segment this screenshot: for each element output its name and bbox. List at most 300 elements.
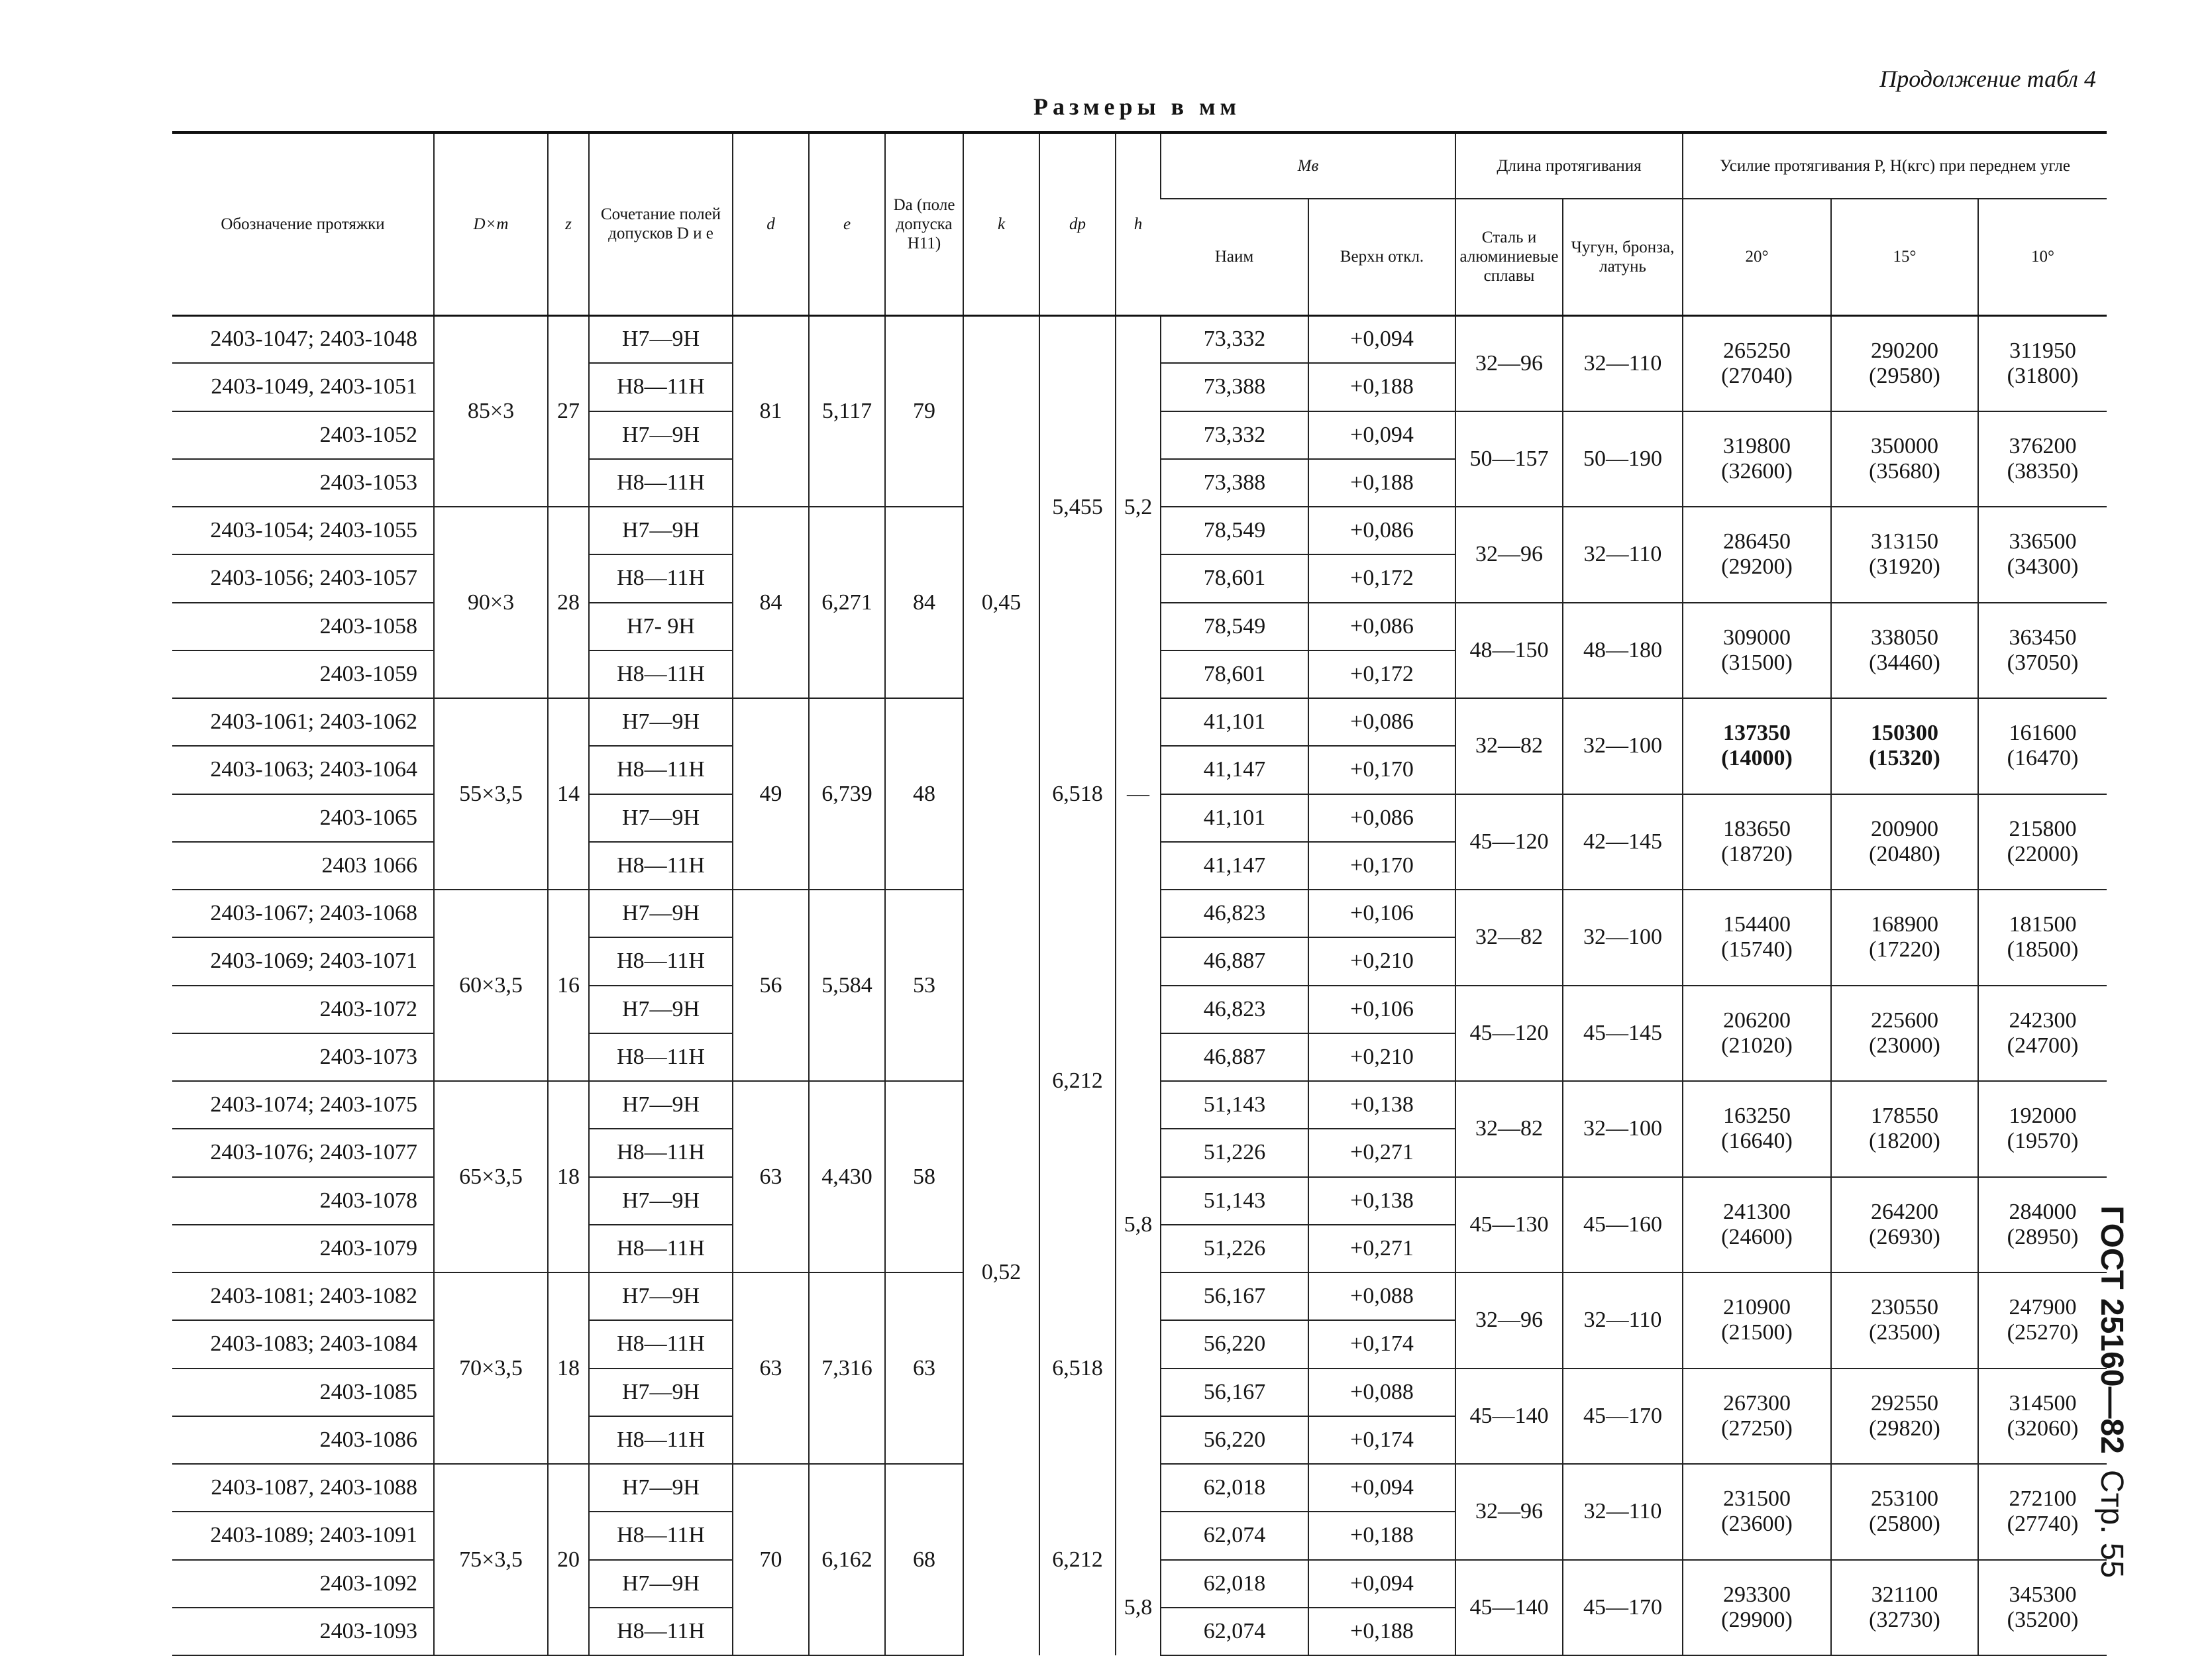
length-steel: 32—82	[1455, 1081, 1563, 1177]
header-k: k	[963, 132, 1039, 315]
value-da: 84	[885, 507, 963, 698]
part-number: 2403-1072	[172, 986, 434, 1033]
mv-deviation: +0,086	[1308, 698, 1455, 746]
force-kgf: (29820)	[1869, 1416, 1940, 1441]
part-number: 2403-1085	[172, 1369, 434, 1416]
force-10	[1978, 698, 2107, 794]
mv-min: 62,074	[1161, 1512, 1308, 1559]
tolerance-fit: H7—9H	[589, 1369, 733, 1416]
part-number: 2403-1086	[172, 1416, 434, 1464]
tolerance-fit: H8—11H	[589, 1416, 733, 1464]
force-newton: 311950	[2009, 338, 2076, 363]
mv-deviation: +0,088	[1308, 1272, 1455, 1320]
force-20	[1683, 1177, 1831, 1273]
force-kgf: (24600)	[1721, 1224, 1793, 1249]
force-kgf: (29200)	[1721, 554, 1793, 580]
tolerance-fit: H8—11H	[589, 554, 733, 602]
length-steel: 32—96	[1455, 507, 1563, 603]
force-kgf: (27040)	[1721, 363, 1793, 388]
dimension-dm: 55×3,5	[434, 698, 548, 890]
tolerance-fit: H7—9H	[589, 1560, 733, 1608]
mv-min: 56,220	[1161, 1416, 1308, 1464]
value-da: 48	[885, 698, 963, 890]
part-number: 2403-1076; 2403-1077	[172, 1129, 434, 1176]
force-15	[1831, 1369, 1978, 1465]
force-kgf: (31800)	[2007, 363, 2079, 388]
force-15	[1831, 794, 1978, 890]
force-15	[1831, 411, 1978, 507]
tolerance-fit: H8—11H	[589, 1225, 733, 1272]
value-h: 5,8	[1116, 890, 1161, 1560]
part-number: 2403-1056; 2403-1057	[172, 554, 434, 602]
value-da: 68	[885, 1464, 963, 1655]
force-kgf: (18200)	[1869, 1129, 1940, 1154]
part-number: 2403-1054; 2403-1055	[172, 507, 434, 554]
force-kgf: (34300)	[2007, 554, 2079, 580]
force-10	[1978, 1177, 2107, 1273]
force-newton: 338050	[1871, 625, 1938, 650]
force-newton: 241300	[1723, 1199, 1791, 1224]
mv-deviation: +0,188	[1308, 1608, 1455, 1655]
force-newton: 225600	[1871, 1008, 1938, 1033]
part-number: 2403-1052	[172, 411, 434, 459]
force-newton: 183650	[1723, 816, 1791, 841]
force-newton: 293300	[1723, 1582, 1791, 1607]
force-newton: 286450	[1723, 529, 1791, 554]
mv-min: 46,887	[1161, 937, 1308, 985]
force-kgf: (23500)	[1869, 1320, 1940, 1345]
force-newton: 230550	[1871, 1295, 1938, 1320]
tolerance-fit: H8—11H	[589, 1033, 733, 1081]
length-steel: 32—96	[1455, 1464, 1563, 1560]
force-newton: 265250	[1723, 338, 1791, 363]
force-newton: 267300	[1723, 1390, 1791, 1416]
length-iron: 32—100	[1563, 1081, 1683, 1177]
force-15	[1831, 315, 1978, 411]
value-k: 0,52	[963, 890, 1039, 1655]
mv-deviation: +0,086	[1308, 507, 1455, 554]
tolerance-fit: H8—11H	[589, 1608, 733, 1655]
force-kgf: (27250)	[1721, 1416, 1793, 1441]
dimension-dm: 70×3,5	[434, 1272, 548, 1464]
force-kgf: (15320)	[1869, 746, 1940, 771]
force-20	[1683, 1272, 1831, 1369]
force-15	[1831, 986, 1978, 1082]
force-kgf: (16640)	[1721, 1129, 1793, 1154]
force-kgf: (21500)	[1721, 1320, 1793, 1345]
value-e: 7,316	[809, 1272, 885, 1464]
length-iron: 45—170	[1563, 1369, 1683, 1465]
tolerance-fit: H7—9H	[589, 315, 733, 363]
value-d: 63	[733, 1272, 809, 1464]
force-20	[1683, 411, 1831, 507]
force-kgf: (25800)	[1869, 1512, 1940, 1537]
part-number: 2403-1078	[172, 1177, 434, 1225]
tolerance-fit: H7—9H	[589, 698, 733, 746]
mv-deviation: +0,138	[1308, 1177, 1455, 1225]
length-steel: 50—157	[1455, 411, 1563, 507]
mv-deviation: +0,086	[1308, 794, 1455, 842]
mv-min: 51,226	[1161, 1225, 1308, 1272]
header-mv-dev: Верхн откл.	[1308, 199, 1455, 315]
force-kgf: (17220)	[1869, 937, 1940, 962]
force-kgf: (31920)	[1869, 554, 1940, 580]
force-20	[1683, 603, 1831, 699]
force-kgf: (25270)	[2007, 1320, 2079, 1345]
force-kgf: (18500)	[2007, 937, 2079, 962]
force-newton: 321100	[1871, 1582, 1938, 1607]
header-mv: Mв	[1161, 132, 1455, 199]
force-kgf: (15740)	[1721, 937, 1793, 962]
value-dp: 6,518	[1039, 1272, 1116, 1464]
length-steel: 45—140	[1455, 1369, 1563, 1465]
teeth-count: 18	[548, 1081, 589, 1272]
force-newton: 231500	[1723, 1486, 1791, 1512]
table-row	[172, 698, 2107, 746]
header-dp: dp	[1039, 132, 1116, 315]
mv-min: 56,167	[1161, 1272, 1308, 1320]
mv-min: 73,332	[1161, 315, 1308, 363]
part-number: 2403-1059	[172, 650, 434, 698]
tolerance-fit: H8—11H	[589, 363, 733, 411]
force-15	[1831, 698, 1978, 794]
value-e: 6,739	[809, 698, 885, 890]
mv-min: 51,143	[1161, 1177, 1308, 1225]
mv-deviation: +0,271	[1308, 1129, 1455, 1176]
mv-deviation: +0,094	[1308, 411, 1455, 459]
length-steel: 32—96	[1455, 315, 1563, 411]
part-number: 2403-1047; 2403-1048	[172, 315, 434, 363]
mv-min: 73,388	[1161, 363, 1308, 411]
continuation-label: Продолжение табл 4	[1879, 66, 2096, 92]
tolerance-fit: H7—9H	[589, 1464, 733, 1512]
value-e: 4,430	[809, 1081, 885, 1272]
value-e: 6,271	[809, 507, 885, 698]
force-15	[1831, 507, 1978, 603]
part-number: 2403-1053	[172, 459, 434, 507]
value-dp: 5,455	[1039, 315, 1116, 698]
teeth-count: 14	[548, 698, 589, 890]
force-newton: 350000	[1871, 433, 1938, 458]
force-newton: 150300	[1871, 721, 1938, 746]
value-da: 63	[885, 1272, 963, 1464]
mv-deviation: +0,138	[1308, 1081, 1455, 1129]
force-newton: 272100	[2009, 1486, 2077, 1512]
force-kgf: (34460)	[1869, 650, 1940, 675]
part-number: 2403-1063; 2403-1064	[172, 746, 434, 794]
force-newton: 247900	[2009, 1295, 2077, 1320]
header-angle-15: 15°	[1831, 199, 1978, 315]
part-number: 2403-1081; 2403-1082	[172, 1272, 434, 1320]
mv-deviation: +0,210	[1308, 937, 1455, 985]
mv-min: 46,823	[1161, 986, 1308, 1033]
length-iron: 42—145	[1563, 794, 1683, 890]
force-newton: 290200	[1871, 338, 1938, 363]
teeth-count: 27	[548, 315, 589, 507]
mv-deviation: +0,170	[1308, 842, 1455, 890]
mv-deviation: +0,188	[1308, 459, 1455, 507]
force-kgf: (31500)	[1721, 650, 1793, 675]
part-number: 2403-1079	[172, 1225, 434, 1272]
force-newton: 253100	[1871, 1486, 1938, 1512]
force-10	[1978, 794, 2107, 890]
force-kgf: (28950)	[2007, 1224, 2079, 1249]
force-newton: 336500	[2009, 529, 2077, 554]
force-20	[1683, 698, 1831, 794]
force-10	[1978, 890, 2107, 986]
part-number: 2403-1087, 2403-1088	[172, 1464, 434, 1512]
length-iron: 48—180	[1563, 603, 1683, 699]
force-20	[1683, 890, 1831, 986]
force-newton: 314500	[2009, 1390, 2077, 1416]
tolerance-fit: H8—11H	[589, 842, 733, 890]
part-number: 2403-1049, 2403-1051	[172, 363, 434, 411]
force-20	[1683, 794, 1831, 890]
force-kgf: (38350)	[2007, 458, 2079, 484]
length-iron: 32—110	[1563, 1272, 1683, 1369]
mv-deviation: +0,210	[1308, 1033, 1455, 1081]
tolerance-fit: H7—9H	[589, 1272, 733, 1320]
part-number: 2403-1074; 2403-1075	[172, 1081, 434, 1129]
force-kgf: (35680)	[1869, 458, 1940, 484]
tolerance-fit: H8—11H	[589, 746, 733, 794]
value-h: 5,8	[1116, 1560, 1161, 1656]
value-d: 81	[733, 315, 809, 507]
header-mv-min: Наим	[1161, 199, 1308, 315]
value-da: 58	[885, 1081, 963, 1272]
force-newton: 309000	[1723, 625, 1791, 650]
tolerance-fit: H7—9H	[589, 794, 733, 842]
force-newton: 215800	[2009, 816, 2077, 841]
force-20	[1683, 1081, 1831, 1177]
table-body	[172, 315, 2107, 1655]
force-newton: 313150	[1871, 529, 1938, 554]
force-15	[1831, 1081, 1978, 1177]
footer-gost	[2093, 1206, 2130, 1578]
header-force: Усилие протягивания P, Н(кгс) при переднем угле	[1683, 132, 2107, 199]
tolerance-fit: H7—9H	[589, 986, 733, 1033]
force-newton: 242300	[2009, 1008, 2077, 1033]
force-newton: 168900	[1871, 912, 1938, 937]
mv-min: 78,601	[1161, 650, 1308, 698]
force-newton: 292550	[1871, 1390, 1938, 1416]
force-20	[1683, 315, 1831, 411]
mv-min: 51,143	[1161, 1081, 1308, 1129]
value-e: 5,117	[809, 315, 885, 507]
length-iron: 45—170	[1563, 1560, 1683, 1656]
force-newton: 137350	[1723, 721, 1791, 746]
mv-deviation: +0,174	[1308, 1416, 1455, 1464]
force-newton: 178550	[1871, 1104, 1938, 1129]
force-20	[1683, 986, 1831, 1082]
header-angle-10: 10°	[1978, 199, 2107, 315]
page-number: Стр. 55	[2094, 1469, 2129, 1578]
force-newton: 363450	[2009, 625, 2077, 650]
teeth-count: 18	[548, 1272, 589, 1464]
length-steel: 45—130	[1455, 1177, 1563, 1273]
length-steel: 48—150	[1455, 603, 1563, 699]
mv-deviation: +0,172	[1308, 554, 1455, 602]
force-kgf: (37050)	[2007, 650, 2079, 675]
value-dp: 6,212	[1039, 1464, 1116, 1655]
teeth-count: 20	[548, 1464, 589, 1655]
part-number: 2403-1069; 2403-1071	[172, 937, 434, 985]
force-newton: 192000	[2009, 1104, 2077, 1129]
mv-min: 62,018	[1161, 1464, 1308, 1512]
length-iron: 32—110	[1563, 507, 1683, 603]
force-kgf: (32600)	[1721, 458, 1793, 484]
mv-deviation: +0,170	[1308, 746, 1455, 794]
force-kgf: (16470)	[2007, 746, 2079, 771]
value-d: 84	[733, 507, 809, 698]
force-20	[1683, 1464, 1831, 1560]
value-h: —	[1116, 698, 1161, 890]
force-kgf: (23600)	[1721, 1512, 1793, 1537]
force-10	[1978, 1560, 2107, 1656]
mv-deviation: +0,094	[1308, 1560, 1455, 1608]
mv-deviation: +0,106	[1308, 986, 1455, 1033]
length-iron: 32—100	[1563, 890, 1683, 986]
mv-deviation: +0,174	[1308, 1320, 1455, 1368]
force-20	[1683, 507, 1831, 603]
force-kgf: (29580)	[1869, 363, 1940, 388]
header-z: z	[548, 132, 589, 315]
mv-deviation: +0,172	[1308, 650, 1455, 698]
force-10	[1978, 603, 2107, 699]
dimension-dm: 75×3,5	[434, 1464, 548, 1655]
force-15	[1831, 890, 1978, 986]
value-d: 70	[733, 1464, 809, 1655]
header-length: Длина протягивания	[1455, 132, 1683, 199]
force-10	[1978, 1464, 2107, 1560]
force-kgf: (22000)	[2007, 841, 2079, 866]
header-len-steel: Сталь и алюминиевые сплавы	[1455, 199, 1563, 315]
mv-min: 41,147	[1161, 746, 1308, 794]
length-steel: 45—120	[1455, 794, 1563, 890]
header-dm: D×m	[434, 132, 548, 315]
mv-min: 46,823	[1161, 890, 1308, 937]
mv-min: 73,332	[1161, 411, 1308, 459]
dimension-dm: 60×3,5	[434, 890, 548, 1081]
force-kgf: (18720)	[1721, 841, 1793, 866]
force-15	[1831, 1560, 1978, 1656]
dimension-dm: 90×3	[434, 507, 548, 698]
force-newton: 154400	[1723, 912, 1791, 937]
force-newton: 163250	[1723, 1104, 1791, 1129]
gost-number: ГОСТ 25160—82	[2094, 1206, 2129, 1454]
part-number: 2403-1073	[172, 1033, 434, 1081]
dimension-dm: 65×3,5	[434, 1081, 548, 1272]
tolerance-fit: H7—9H	[589, 411, 733, 459]
table-row	[172, 890, 2107, 937]
force-kgf: (32060)	[2007, 1416, 2079, 1441]
tolerance-fit: H7—9H	[589, 1177, 733, 1225]
tolerance-fit: H7—9H	[589, 507, 733, 554]
force-newton: 161600	[2009, 721, 2077, 746]
value-e: 5,584	[809, 890, 885, 1081]
force-newton: 264200	[1871, 1199, 1938, 1224]
force-kgf: (26930)	[1869, 1224, 1940, 1249]
mv-min: 51,226	[1161, 1129, 1308, 1176]
mv-deviation: +0,094	[1308, 315, 1455, 363]
tolerance-fit: H8—11H	[589, 937, 733, 985]
force-kgf: (19570)	[2007, 1129, 2079, 1154]
length-iron: 32—110	[1563, 315, 1683, 411]
force-kgf: (14000)	[1721, 746, 1793, 771]
mv-min: 78,549	[1161, 507, 1308, 554]
tolerance-fit: H8—11H	[589, 1512, 733, 1559]
force-newton: 181500	[2009, 912, 2077, 937]
units-title: Размеры в мм	[1033, 93, 1241, 120]
value-d: 63	[733, 1081, 809, 1272]
dimension-dm: 85×3	[434, 315, 548, 507]
mv-min: 41,101	[1161, 698, 1308, 746]
value-da: 53	[885, 890, 963, 1081]
force-kgf: (27740)	[2007, 1512, 2079, 1537]
tolerance-fit: H7- 9H	[589, 603, 733, 650]
force-20	[1683, 1369, 1831, 1465]
force-15	[1831, 603, 1978, 699]
length-iron: 50—190	[1563, 411, 1683, 507]
value-d: 49	[733, 698, 809, 890]
value-da: 79	[885, 315, 963, 507]
force-newton: 376200	[2009, 433, 2077, 458]
tolerance-fit: H7—9H	[589, 1081, 733, 1129]
length-steel: 32—96	[1455, 1272, 1563, 1369]
teeth-count: 16	[548, 890, 589, 1081]
force-15	[1831, 1272, 1978, 1369]
header-e: e	[809, 132, 885, 315]
part-number: 2403-1089; 2403-1091	[172, 1512, 434, 1559]
force-kgf: (20480)	[1869, 841, 1940, 866]
mv-min: 56,220	[1161, 1320, 1308, 1368]
mv-min: 56,167	[1161, 1369, 1308, 1416]
header-name: Обозначение протяжки	[172, 132, 434, 315]
mv-min: 73,388	[1161, 459, 1308, 507]
force-newton: 319800	[1723, 433, 1791, 458]
value-dp: 6,518	[1039, 698, 1116, 890]
force-15	[1831, 1464, 1978, 1560]
force-newton: 345300	[2009, 1582, 2077, 1607]
mv-min: 62,074	[1161, 1608, 1308, 1655]
length-steel: 32—82	[1455, 698, 1563, 794]
force-kgf: (29900)	[1721, 1607, 1793, 1632]
mv-min: 78,549	[1161, 603, 1308, 650]
length-steel: 45—120	[1455, 986, 1563, 1082]
force-kgf: (35200)	[2007, 1607, 2079, 1632]
header-d: d	[733, 132, 809, 315]
length-iron: 32—100	[1563, 698, 1683, 794]
length-iron: 45—145	[1563, 986, 1683, 1082]
part-number: 2403-1065	[172, 794, 434, 842]
value-dp: 6,212	[1039, 890, 1116, 1272]
part-number: 2403-1092	[172, 1560, 434, 1608]
mv-deviation: +0,106	[1308, 890, 1455, 937]
tolerance-fit: H7—9H	[589, 890, 733, 937]
mv-deviation: +0,086	[1308, 603, 1455, 650]
mv-deviation: +0,094	[1308, 1464, 1455, 1512]
force-15	[1831, 1177, 1978, 1273]
header-len-iron: Чугун, бронза, латунь	[1563, 199, 1683, 315]
force-10	[1978, 507, 2107, 603]
force-newton: 200900	[1871, 816, 1938, 841]
value-d: 56	[733, 890, 809, 1081]
force-10	[1978, 1081, 2107, 1177]
force-kgf: (23000)	[1869, 1033, 1940, 1058]
mv-min: 46,887	[1161, 1033, 1308, 1081]
value-k: 0,45	[963, 315, 1039, 890]
mv-min: 78,601	[1161, 554, 1308, 602]
